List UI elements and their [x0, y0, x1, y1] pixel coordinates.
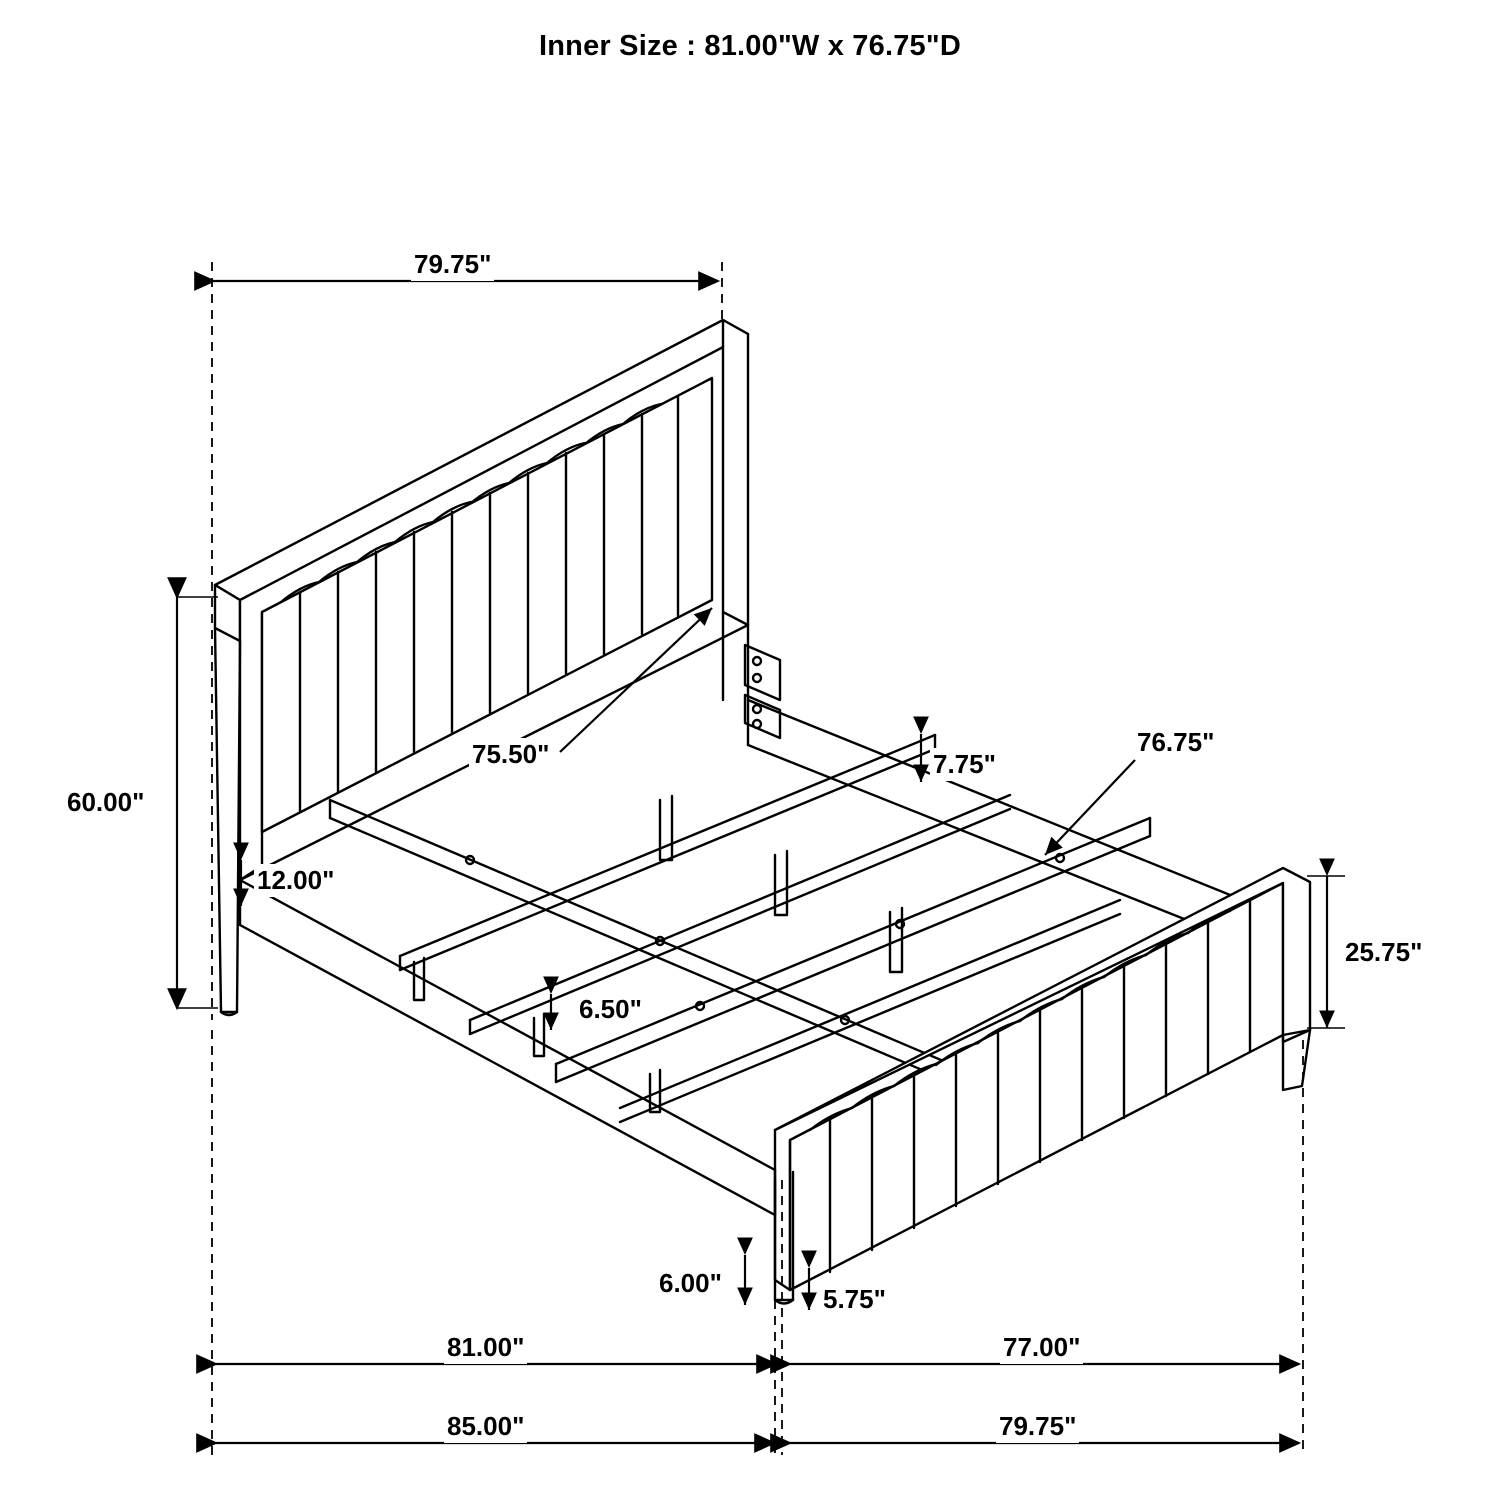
dim-footboard-height: 25.75"	[1342, 936, 1425, 969]
dim-headboard-height: 60.00"	[64, 786, 147, 819]
dim-inner-depth: 76.75"	[1134, 726, 1217, 759]
dim-bottom-right-inner: 77.00"	[1000, 1331, 1083, 1364]
dim-headboard-panel-width: 75.50"	[469, 738, 552, 771]
dim-slat-support-height: 6.50"	[576, 993, 645, 1026]
dim-leg-height-front: 6.00"	[656, 1267, 725, 1300]
dim-bottom-left-inner: 81.00"	[444, 1331, 527, 1364]
dim-bottom-right-outer: 79.75"	[996, 1410, 1079, 1443]
dim-top-width: 79.75"	[411, 248, 494, 281]
dim-leg-height-foot: 5.75"	[820, 1283, 889, 1316]
dim-slat-clearance: 7.75"	[930, 748, 999, 781]
dim-rail-to-floor: 12.00"	[254, 864, 337, 897]
dim-bottom-left-outer: 85.00"	[444, 1410, 527, 1443]
page-title: Inner Size : 81.00"W x 76.75"D	[539, 30, 961, 62]
